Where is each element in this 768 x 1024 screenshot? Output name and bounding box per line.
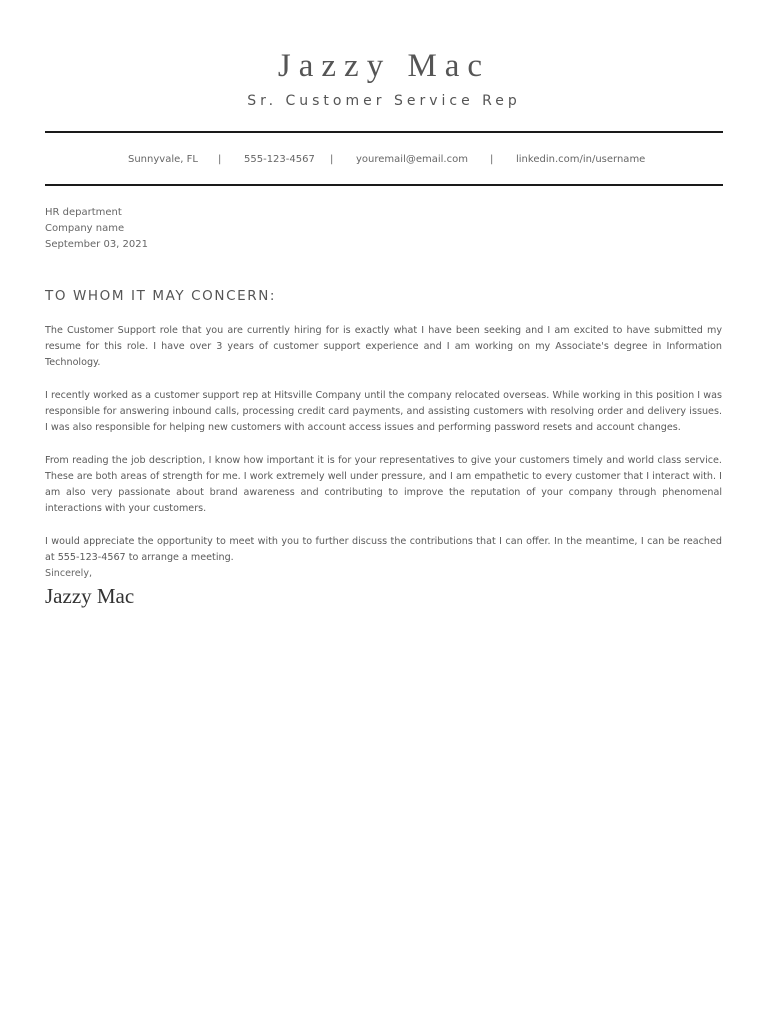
body-paragraph: I would appreciate the opportunity to meet with you to further discuss the contributions that I can offer. In the meantime, I can be reached at 555-123-4567 to arrange a meeting. bbox=[45, 535, 722, 563]
contact-separator: | bbox=[490, 154, 494, 165]
header-bottom-rule bbox=[45, 184, 723, 186]
signature: Jazzy Mac bbox=[45, 584, 135, 608]
applicant-name: Jazzy Mac bbox=[277, 48, 491, 84]
body-paragraph: The Customer Support role that you are currently hiring for is exactly what I have been seeking and I am excited to have submitted my resume for this role. I have over 3 years of customer support experience and I am working on my Associate's degree in Information Technology. bbox=[45, 325, 722, 369]
job-title: Sr. Customer Service Rep bbox=[247, 93, 521, 109]
contact-separator: | bbox=[330, 154, 334, 165]
contact-email[interactable]: youremail@email.com bbox=[356, 154, 468, 165]
salutation: TO WHOM IT MAY CONCERN: bbox=[45, 288, 277, 304]
closing: Sincerely, bbox=[45, 568, 93, 579]
letter-body bbox=[45, 323, 722, 582]
recipient-company: Company name bbox=[45, 223, 125, 234]
contact-separator: | bbox=[218, 154, 222, 165]
body-paragraph: I recently worked as a customer support rep at Hitsville Company until the company relocated overseas. While working in this position I was responsible for answering inbound calls, processing credit card payments, and assisting customers with resolving order and delivery issues. I was also responsible for helping new customers with account access issues and performing password resets and account changes. bbox=[45, 389, 722, 434]
contact-phone: 555-123-4567 bbox=[244, 154, 315, 165]
recipient-block bbox=[45, 205, 148, 253]
recipient-department: HR department bbox=[45, 207, 122, 218]
contact-location: Sunnyvale, FL bbox=[128, 154, 198, 165]
header-top-rule bbox=[45, 131, 723, 133]
body-paragraph: From reading the job description, I know how important it is for your representatives to give your customers timely and world class service. These are both areas of strength for me. I work extremely well under pressure, and I am empathetic to every customer that I interact with. I am also very passionate about brand awareness and contributing to improve the reputation of your company through phenomenal interactions with your customers. bbox=[45, 454, 722, 515]
contact-bar bbox=[45, 150, 723, 170]
contact-linkedin[interactable]: linkedin.com/in/username bbox=[516, 154, 646, 165]
letter-date: September 03, 2021 bbox=[45, 239, 148, 250]
